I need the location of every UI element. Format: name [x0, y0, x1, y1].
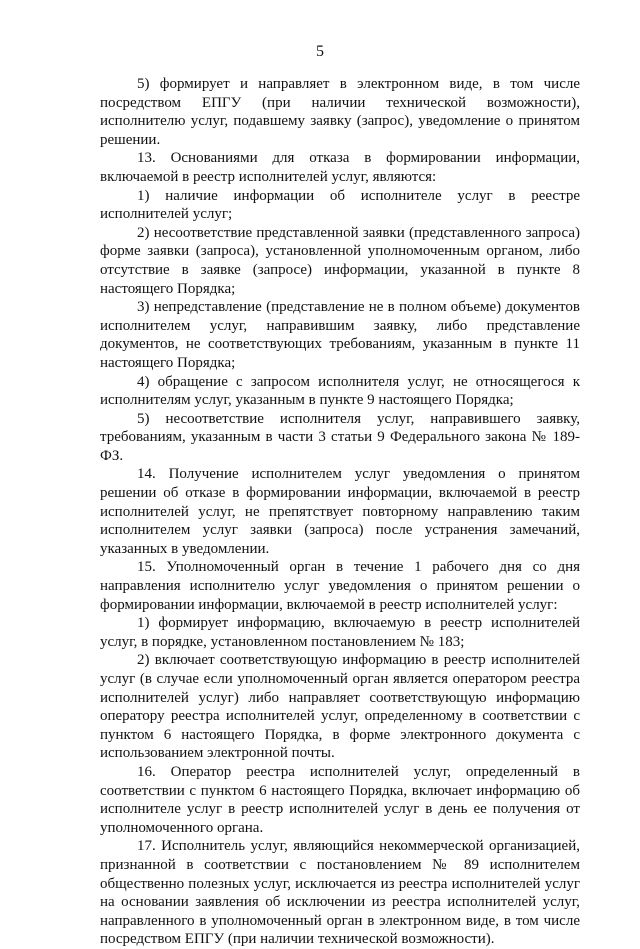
paragraph-13-3: 3) непредставление (представление не в полном объеме) документов исполнителем услуг, направившим заявку, либо представление документов, не соответствующих требованиям, указанным в пункте 11 настоящего Порядка;	[100, 299, 580, 371]
paragraph-13-1: 1) наличие информации об исполнителе услуг в реестре исполнителей услуг;	[100, 187, 580, 223]
paragraph-13: 13. Основаниями для отказа в формировании информации, включаемой в реестр исполнителей услуг, являются:	[100, 150, 580, 185]
paragraph-13-2: 2) несоответствие представленной заявки (представленного запроса) форме заявки (запроса), установленной уполномоченным органом, либо отсутствие в заявке (запросе) информации, указанной в пункте 8 настоящего Порядка;	[100, 224, 580, 297]
paragraph-13-4: 4) обращение с запросом исполнителя услуг, не относящегося к исполнителям услуг, указанным в пункте 9 настоящего Порядка;	[100, 373, 580, 409]
document-body	[100, 75, 580, 949]
paragraph-14: 14. Получение исполнителем услуг уведомления о принятом решении об отказе в формировании информации, включаемой в реестр исполнителей услуг, не препятствует повторному направлению таким исполнителем услуг заявки (запроса) после устранения замечаний, указанных в уведомлении.	[100, 466, 580, 557]
paragraph-15-1: 1) формирует информацию, включаемую в реестр исполнителей услуг, в порядке, установленном постановлением № 183;	[100, 615, 580, 650]
paragraph-12-5: 5) формирует и направляет в электронном виде, в том числе посредством ЕПГУ (при наличии технической возможности), исполнителю услуг, подавшему заявку (запрос), уведомление о принятом решении.	[100, 76, 580, 148]
paragraph-15: 15. Уполномоченный орган в течение 1 рабочего дня со дня направления исполнителю услуг уведомления о принятом решении о формировании информации, включаемой в реестр исполнителей услуг:	[100, 559, 580, 613]
page-number: 5	[316, 43, 324, 60]
paragraph-15-2: 2) включает соответствующую информацию в реестр исполнителей услуг (в случае если уполномоченный орган является оператором реестра исполнителей услуг) либо направляет соответствующую информацию оператору реестра исполнителей услуг, определенному в соответствии с пунктом 6 настоящего Порядка, в форме электронного документа с использованием электронной почты.	[100, 652, 580, 762]
paragraph-13-5: 5) несоответствие исполнителя услуг, направившего заявку, требованиям, указанным в части 3 статьи 9 Федерального закона № 189-ФЗ.	[100, 410, 580, 464]
paragraph-17: 17. Исполнитель услуг, являющийся некоммерческой организацией, признанной в соответствии с постановлением № 89 исполнителем общественно полезных услуг, исключается из реестра исполнителей услуг на основании заявления об исключении из реестра исполнителей услуг, направленного в уполномоченный орган в электронном виде, в том числе посредством ЕПГУ (при наличии технической возможности).	[100, 838, 580, 948]
paragraph-16: 16. Оператор реестра исполнителей услуг, определенный в соответствии с пунктом 6 настоящего Порядка, включает информацию об исполнителе услуг в реестр исполнителей услуг в день ее получения от уполномоченного органа.	[100, 763, 580, 836]
